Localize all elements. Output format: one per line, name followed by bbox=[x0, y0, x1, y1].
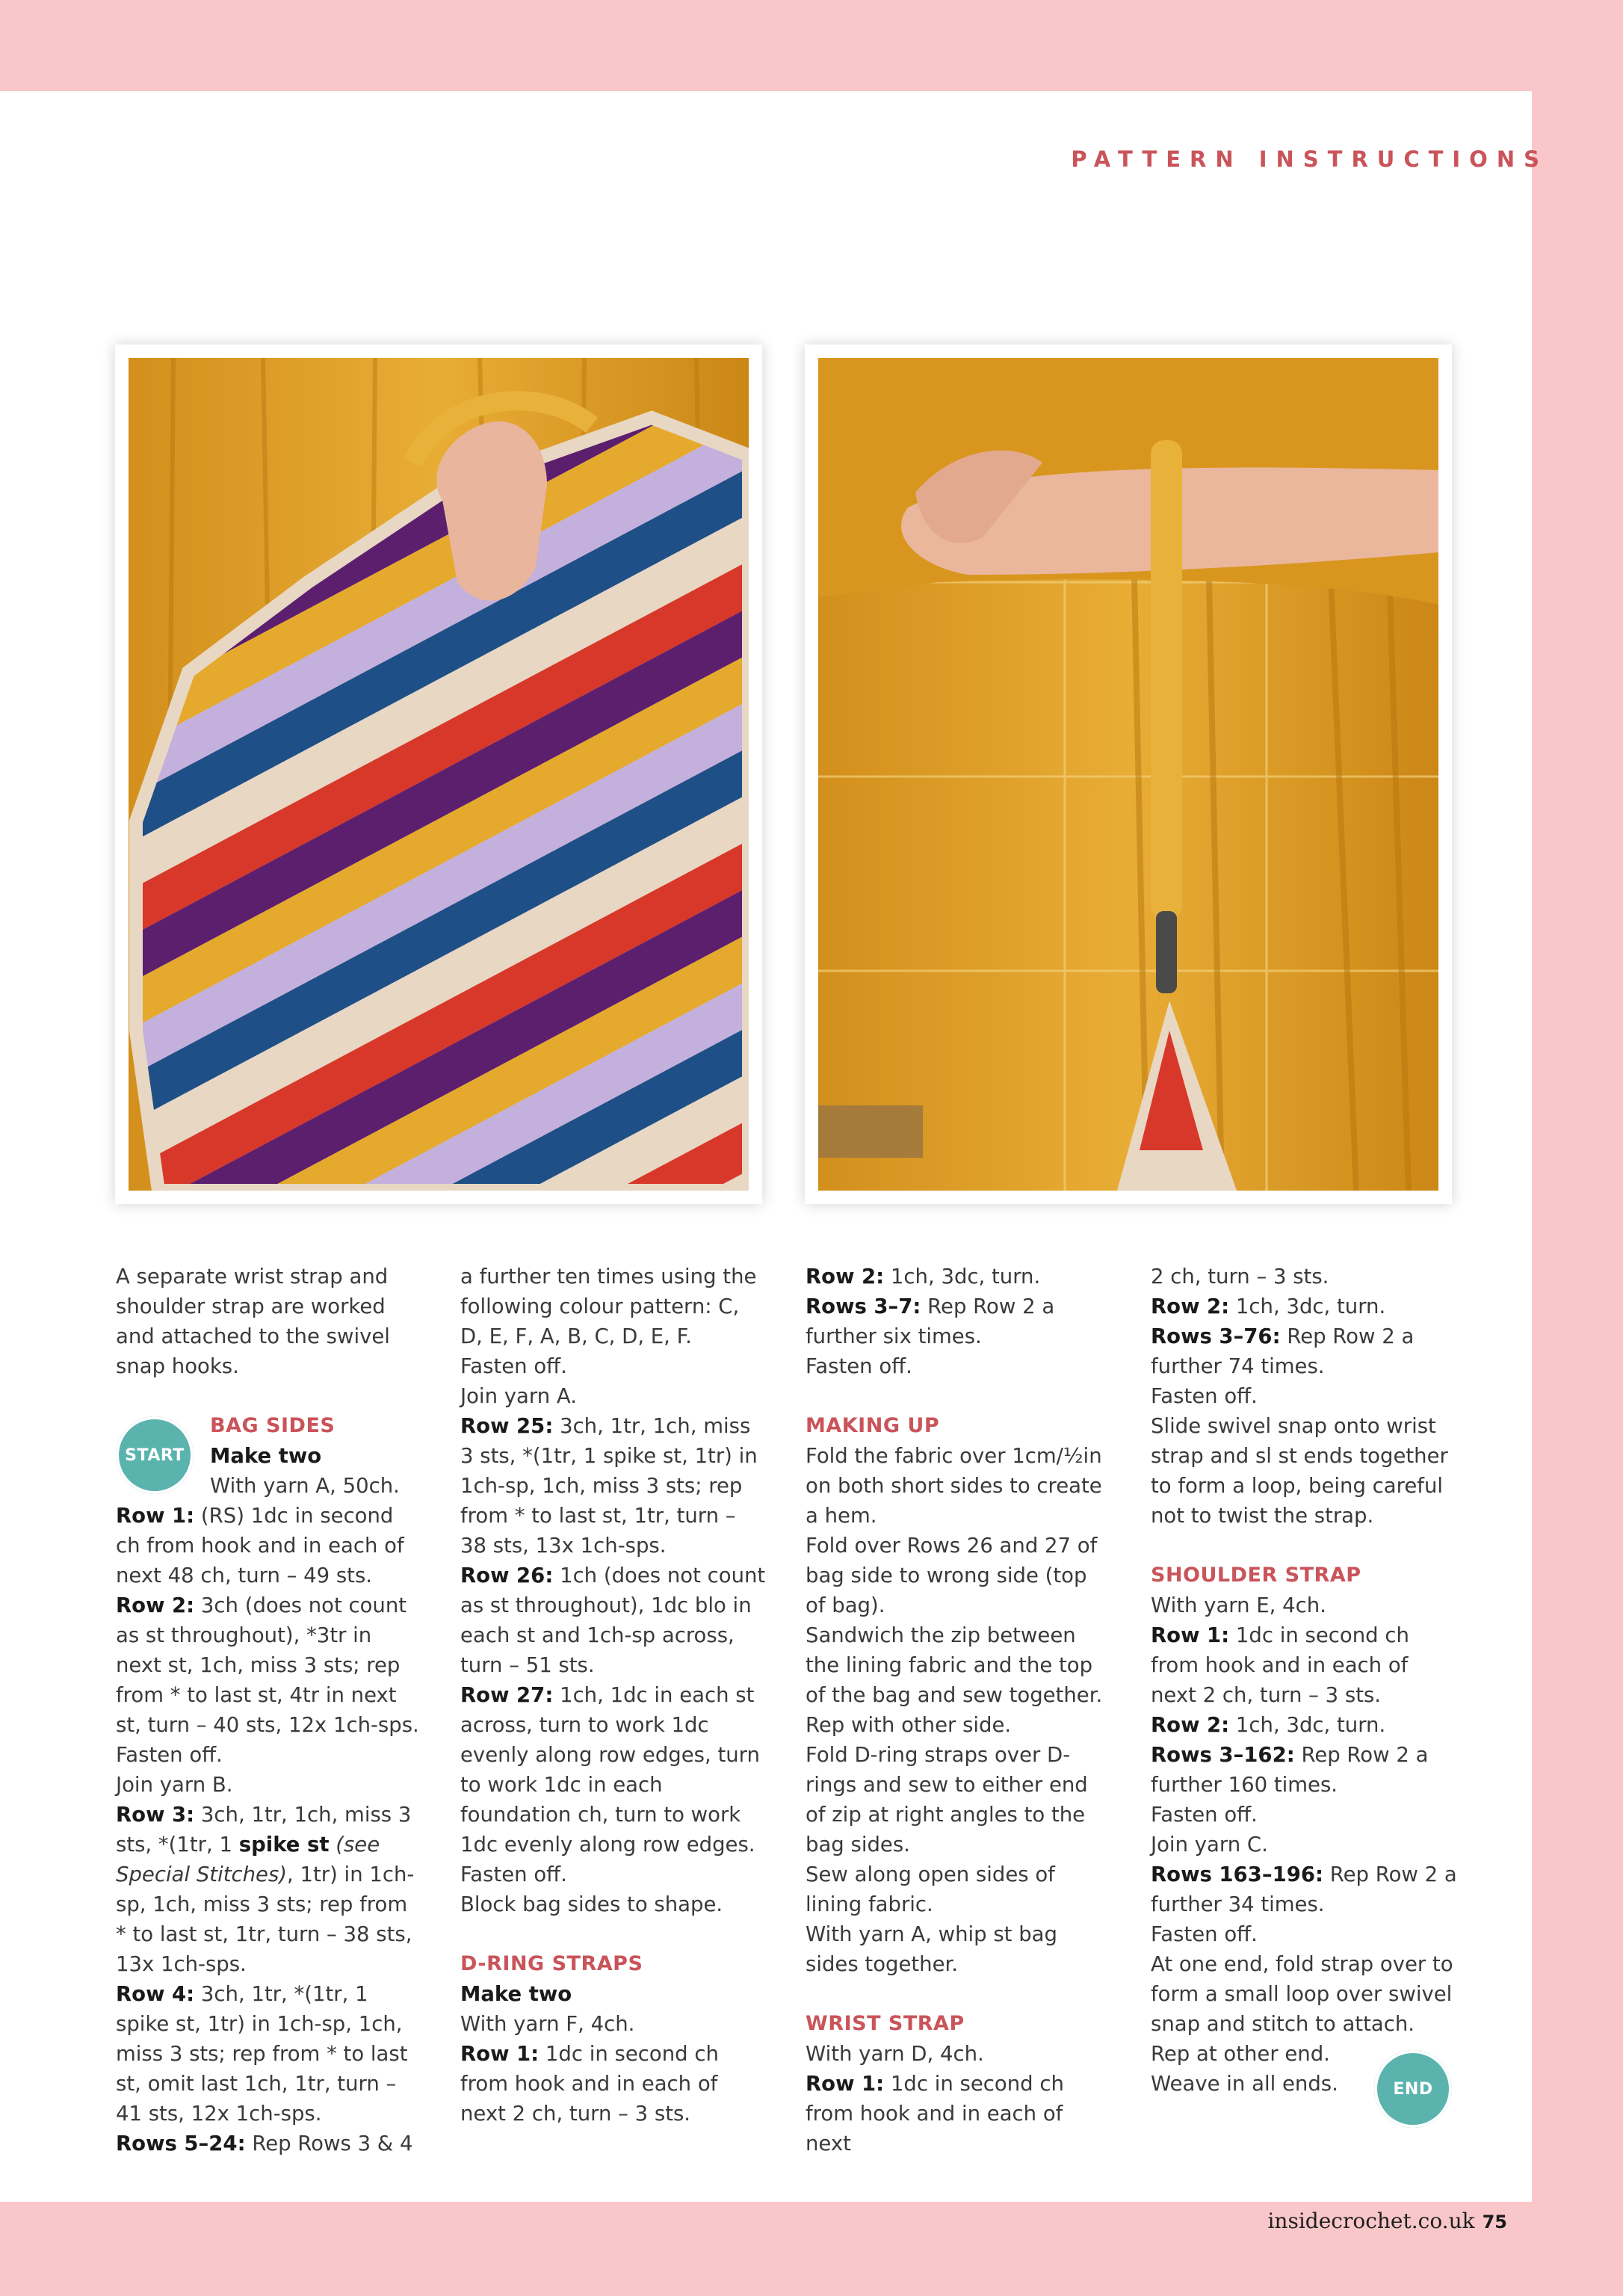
footer-site: insidecrochet.co.uk bbox=[1267, 2209, 1475, 2233]
row-label: Rows 3–162: bbox=[1151, 1743, 1295, 1767]
instruction-text: Join yarn C. bbox=[1151, 1833, 1268, 1857]
instruction-text: Sew along open sides of lining fabric. bbox=[806, 1863, 1055, 1916]
swivel-snap bbox=[1156, 911, 1177, 993]
row-text: Rep Row 2 a further 74 times. bbox=[1151, 1324, 1415, 1378]
instruction-text: Fold the fabric over 1cm/½in on both short sides to create a hem. bbox=[806, 1444, 1102, 1528]
row-label: Row 25: bbox=[460, 1414, 554, 1438]
instruction-text: 2 ch, turn – 3 sts. bbox=[1151, 1265, 1329, 1289]
instruction-text: With yarn F, 4ch. bbox=[460, 2012, 635, 2036]
row-text: , 1tr) in 1ch-sp, 1ch, miss 3 sts; rep from * to last st, 1tr, turn – 38 sts, 13x 1ch-sps. bbox=[116, 1863, 415, 1976]
row-label: Rows 3–7: bbox=[806, 1294, 921, 1318]
instruction-text: Weave in all ends. bbox=[1151, 2072, 1338, 2096]
photo-wrist-strap bbox=[818, 358, 1438, 1191]
column-3 bbox=[806, 1262, 1112, 2158]
heading-shoulder-strap: SHOULDER STRAP bbox=[1151, 1564, 1361, 1587]
row-text: 1ch, 3dc, turn. bbox=[884, 1265, 1041, 1289]
row-label: Row 27: bbox=[460, 1683, 554, 1707]
instruction-text: Fasten off. bbox=[460, 1354, 567, 1378]
row-label: Row 4: bbox=[116, 1982, 195, 2006]
instruction-text: Fasten off. bbox=[1151, 1384, 1258, 1408]
row-label: Row 26: bbox=[460, 1564, 554, 1587]
instruction-text: With yarn E, 4ch. bbox=[1151, 1593, 1326, 1617]
row-text: 1dc in second ch from hook and in each of next bbox=[806, 2072, 1064, 2155]
intro-text: A separate wrist strap and shoulder strap are worked and attached to the swivel snap hooks. bbox=[116, 1265, 390, 1378]
row-label: Row 2: bbox=[1151, 1713, 1230, 1737]
row-text: 1ch, 3dc, turn. bbox=[1229, 1713, 1386, 1737]
row-label: Row 1: bbox=[1151, 1623, 1230, 1647]
instruction-text: Fasten off. bbox=[116, 1743, 223, 1767]
column-2 bbox=[460, 1262, 767, 2129]
row-text: 1dc in second ch from hook and in each of next 2 ch, turn – 3 sts. bbox=[1151, 1623, 1409, 1707]
instruction-text: Fasten off. bbox=[1151, 1922, 1258, 1946]
instruction-text: Fasten off. bbox=[460, 1863, 567, 1886]
instruction-text: Join yarn B. bbox=[116, 1773, 233, 1797]
page-footer bbox=[1267, 2209, 1507, 2233]
column-1 bbox=[116, 1262, 422, 2158]
row-label: Rows 3–76: bbox=[1151, 1324, 1281, 1348]
yarn-a-text: With yarn A, 50ch. bbox=[210, 1474, 400, 1498]
make-two-label: Make two bbox=[460, 1982, 572, 2006]
heading-d-ring-straps: D-RING STRAPS bbox=[460, 1952, 643, 1975]
row-text: 1dc in second ch from hook and in each of next 2 ch, turn – 3 sts. bbox=[460, 2042, 719, 2126]
row-label: Rows 163–196: bbox=[1151, 1863, 1323, 1886]
start-badge: START bbox=[116, 1416, 194, 1494]
instruction-text: Rep with other side. bbox=[806, 1713, 1012, 1737]
row-label: Row 1: bbox=[806, 2072, 885, 2096]
row-label: Row 1: bbox=[460, 2042, 540, 2066]
instruction-text: Rep at other end. bbox=[1151, 2042, 1330, 2066]
heading-making-up: MAKING UP bbox=[806, 1414, 940, 1437]
instruction-text: Fasten off. bbox=[1151, 1803, 1258, 1827]
instruction-text: Fold over Rows 26 and 27 of bag side to wrong side (top of bag). bbox=[806, 1534, 1098, 1617]
row-text: 3ch, 1tr, 1ch, miss 3 sts, *(1tr, 1 bbox=[116, 1803, 412, 1857]
row-label: Rows 5–24: bbox=[116, 2132, 246, 2155]
heading-wrist-strap: WRIST STRAP bbox=[806, 2012, 965, 2035]
spike-st-label: spike st bbox=[238, 1833, 330, 1857]
row-text: Rep Row 2 a further 160 times. bbox=[1151, 1743, 1429, 1797]
page-number: 75 bbox=[1482, 2212, 1507, 2232]
row-text: 1ch, 3dc, turn. bbox=[1229, 1294, 1386, 1318]
photo-frame-wrist bbox=[805, 345, 1452, 1204]
column-4 bbox=[1151, 1262, 1457, 2099]
heading-bag-sides: BAG SIDES bbox=[210, 1414, 336, 1437]
row-text: Rep Rows 3 & 4 bbox=[245, 2132, 413, 2155]
strap bbox=[1151, 440, 1182, 919]
bag-illustration bbox=[129, 358, 749, 1191]
photo-crochet-bag bbox=[129, 358, 749, 1191]
instruction-text: Fasten off. bbox=[806, 1354, 912, 1378]
instruction-text: Join yarn A. bbox=[460, 1384, 577, 1408]
instruction-text: Block bag sides to shape. bbox=[460, 1892, 723, 1916]
row-text: Rep Row 2 a further six times. bbox=[806, 1294, 1055, 1348]
row-label: Row 2: bbox=[116, 1593, 195, 1617]
instruction-text: Slide swivel snap onto wrist strap and sl st ends together to form a loop, being careful not to twist the strap. bbox=[1151, 1414, 1448, 1528]
row-text: 3ch, 1tr, *(1tr, 1 spike st, 1tr) in 1ch-sp, 1ch, miss 3 sts; rep from * to last st, omit last 1ch, 1tr, turn – 41 sts, 12x 1ch-sps. bbox=[116, 1982, 408, 2126]
instruction-text: a further ten times using the following colour pattern: C, D, E, F, A, B, C, D, E, F. bbox=[460, 1265, 757, 1348]
row-text: 3ch, 1tr, 1ch, miss 3 sts, *(1tr, 1 spike st, 1tr) in 1ch-sp, 1ch, miss 3 sts; rep from * to last st, 1tr, turn – 38 sts, 13x 1ch-sps. bbox=[460, 1414, 758, 1558]
photo-frame-bag bbox=[115, 345, 762, 1204]
row-text: 1ch (does not count as st throughout), 1dc blo in each st and 1ch-sp across, turn – 51 sts. bbox=[460, 1564, 766, 1677]
row-text: 1ch, 1dc in each st across, turn to work 1dc evenly along row edges, turn to work 1dc in each foundation ch, turn to work 1dc evenly along row edges. bbox=[460, 1683, 760, 1857]
row-text: (RS) 1dc in second ch from hook and in each of next 48 ch, turn – 49 sts. bbox=[116, 1504, 404, 1587]
special-stitches-note: (see Special Stitches) bbox=[116, 1833, 380, 1886]
instruction-text: With yarn D, 4ch. bbox=[806, 2042, 984, 2066]
make-two-label: Make two bbox=[210, 1444, 322, 1468]
instruction-text: With yarn A, whip st bag sides together. bbox=[806, 1922, 1057, 1976]
instruction-text: Sandwich the zip between the lining fabric and the top of the bag and sew together. bbox=[806, 1623, 1103, 1707]
section-label: PATTERN INSTRUCTIONS bbox=[1071, 146, 1548, 172]
instruction-text: Fold D-ring straps over D-rings and sew to either end of zip at right angles to the bag sides. bbox=[806, 1743, 1088, 1857]
end-badge: END bbox=[1374, 2050, 1452, 2128]
instruction-text: At one end, fold strap over to form a small loop over swivel snap and stitch to attach. bbox=[1151, 1952, 1453, 2036]
row-text: 3ch (does not count as st throughout), *3tr in next st, 1ch, miss 3 sts; rep from * to last st, 4tr in next st, turn – 40 sts, 12x 1ch-sps. bbox=[116, 1593, 419, 1737]
row-label: Row 1: bbox=[116, 1504, 195, 1528]
row-label: Row 2: bbox=[806, 1265, 885, 1289]
bracelet bbox=[818, 1105, 923, 1158]
row-label: Row 2: bbox=[1151, 1294, 1230, 1318]
row-text: Rep Row 2 a further 34 times. bbox=[1151, 1863, 1457, 1916]
row-label: Row 3: bbox=[116, 1803, 195, 1827]
wrist-illustration bbox=[818, 358, 1438, 1191]
